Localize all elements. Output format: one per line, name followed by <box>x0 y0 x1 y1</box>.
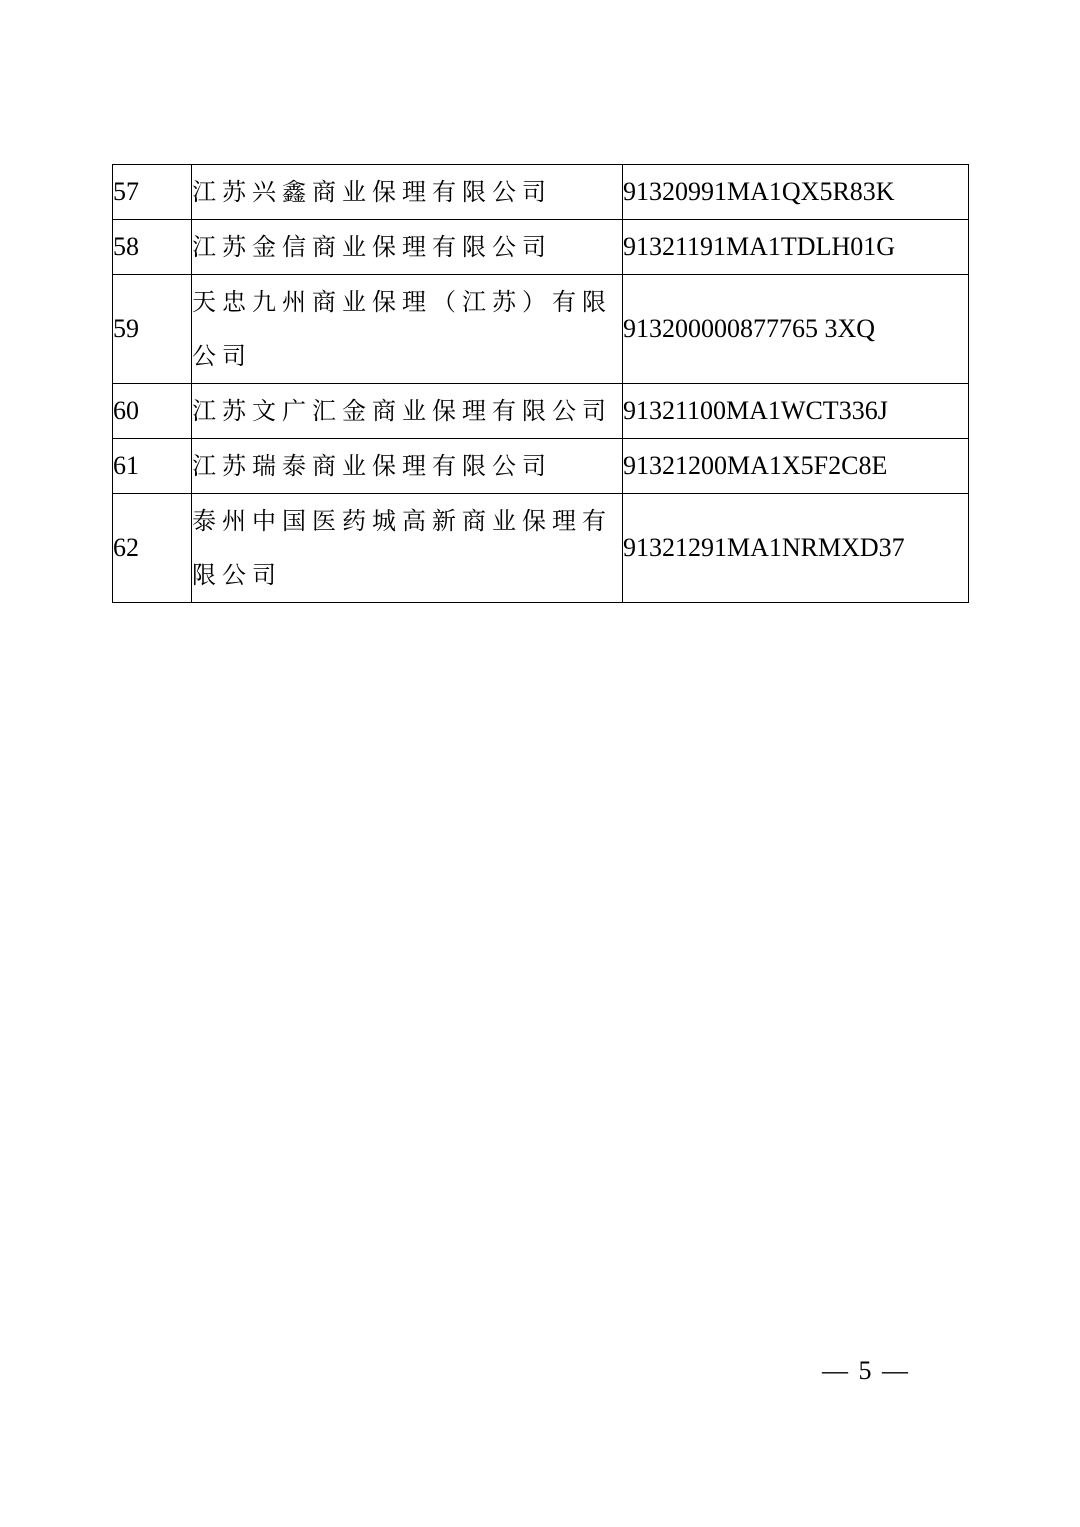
company-name: 泰州中国医药城高新商业保理有限公司 <box>192 494 623 603</box>
company-name: 天忠九州商业保理（江苏）有限公司 <box>192 275 623 384</box>
row-number: 59 <box>113 275 192 384</box>
row-number: 58 <box>113 220 192 275</box>
row-number: 61 <box>113 439 192 494</box>
credit-code: 91321200MA1X5F2C8E <box>623 439 969 494</box>
table-row <box>113 165 969 220</box>
table-row <box>113 439 969 494</box>
company-table <box>112 164 969 603</box>
row-number: 62 <box>113 494 192 603</box>
row-number: 57 <box>113 165 192 220</box>
row-number: 60 <box>113 384 192 439</box>
table-row <box>113 275 969 384</box>
company-name: 江苏金信商业保理有限公司 <box>192 220 623 275</box>
company-name: 江苏瑞泰商业保理有限公司 <box>192 439 623 494</box>
credit-code: 91320991MA1QX5R83K <box>623 165 969 220</box>
credit-code: 913200000877765 3XQ <box>623 275 969 384</box>
table-row <box>113 220 969 275</box>
credit-code: 91321291MA1NRMXD37 <box>623 494 969 603</box>
credit-code: 91321100MA1WCT336J <box>623 384 969 439</box>
credit-code: 91321191MA1TDLH01G <box>623 220 969 275</box>
table-row <box>113 494 969 603</box>
company-name: 江苏文广汇金商业保理有限公司 <box>192 384 623 439</box>
table-row <box>113 384 969 439</box>
page-number: — 5 — <box>822 1356 910 1385</box>
company-name: 江苏兴鑫商业保理有限公司 <box>192 165 623 220</box>
